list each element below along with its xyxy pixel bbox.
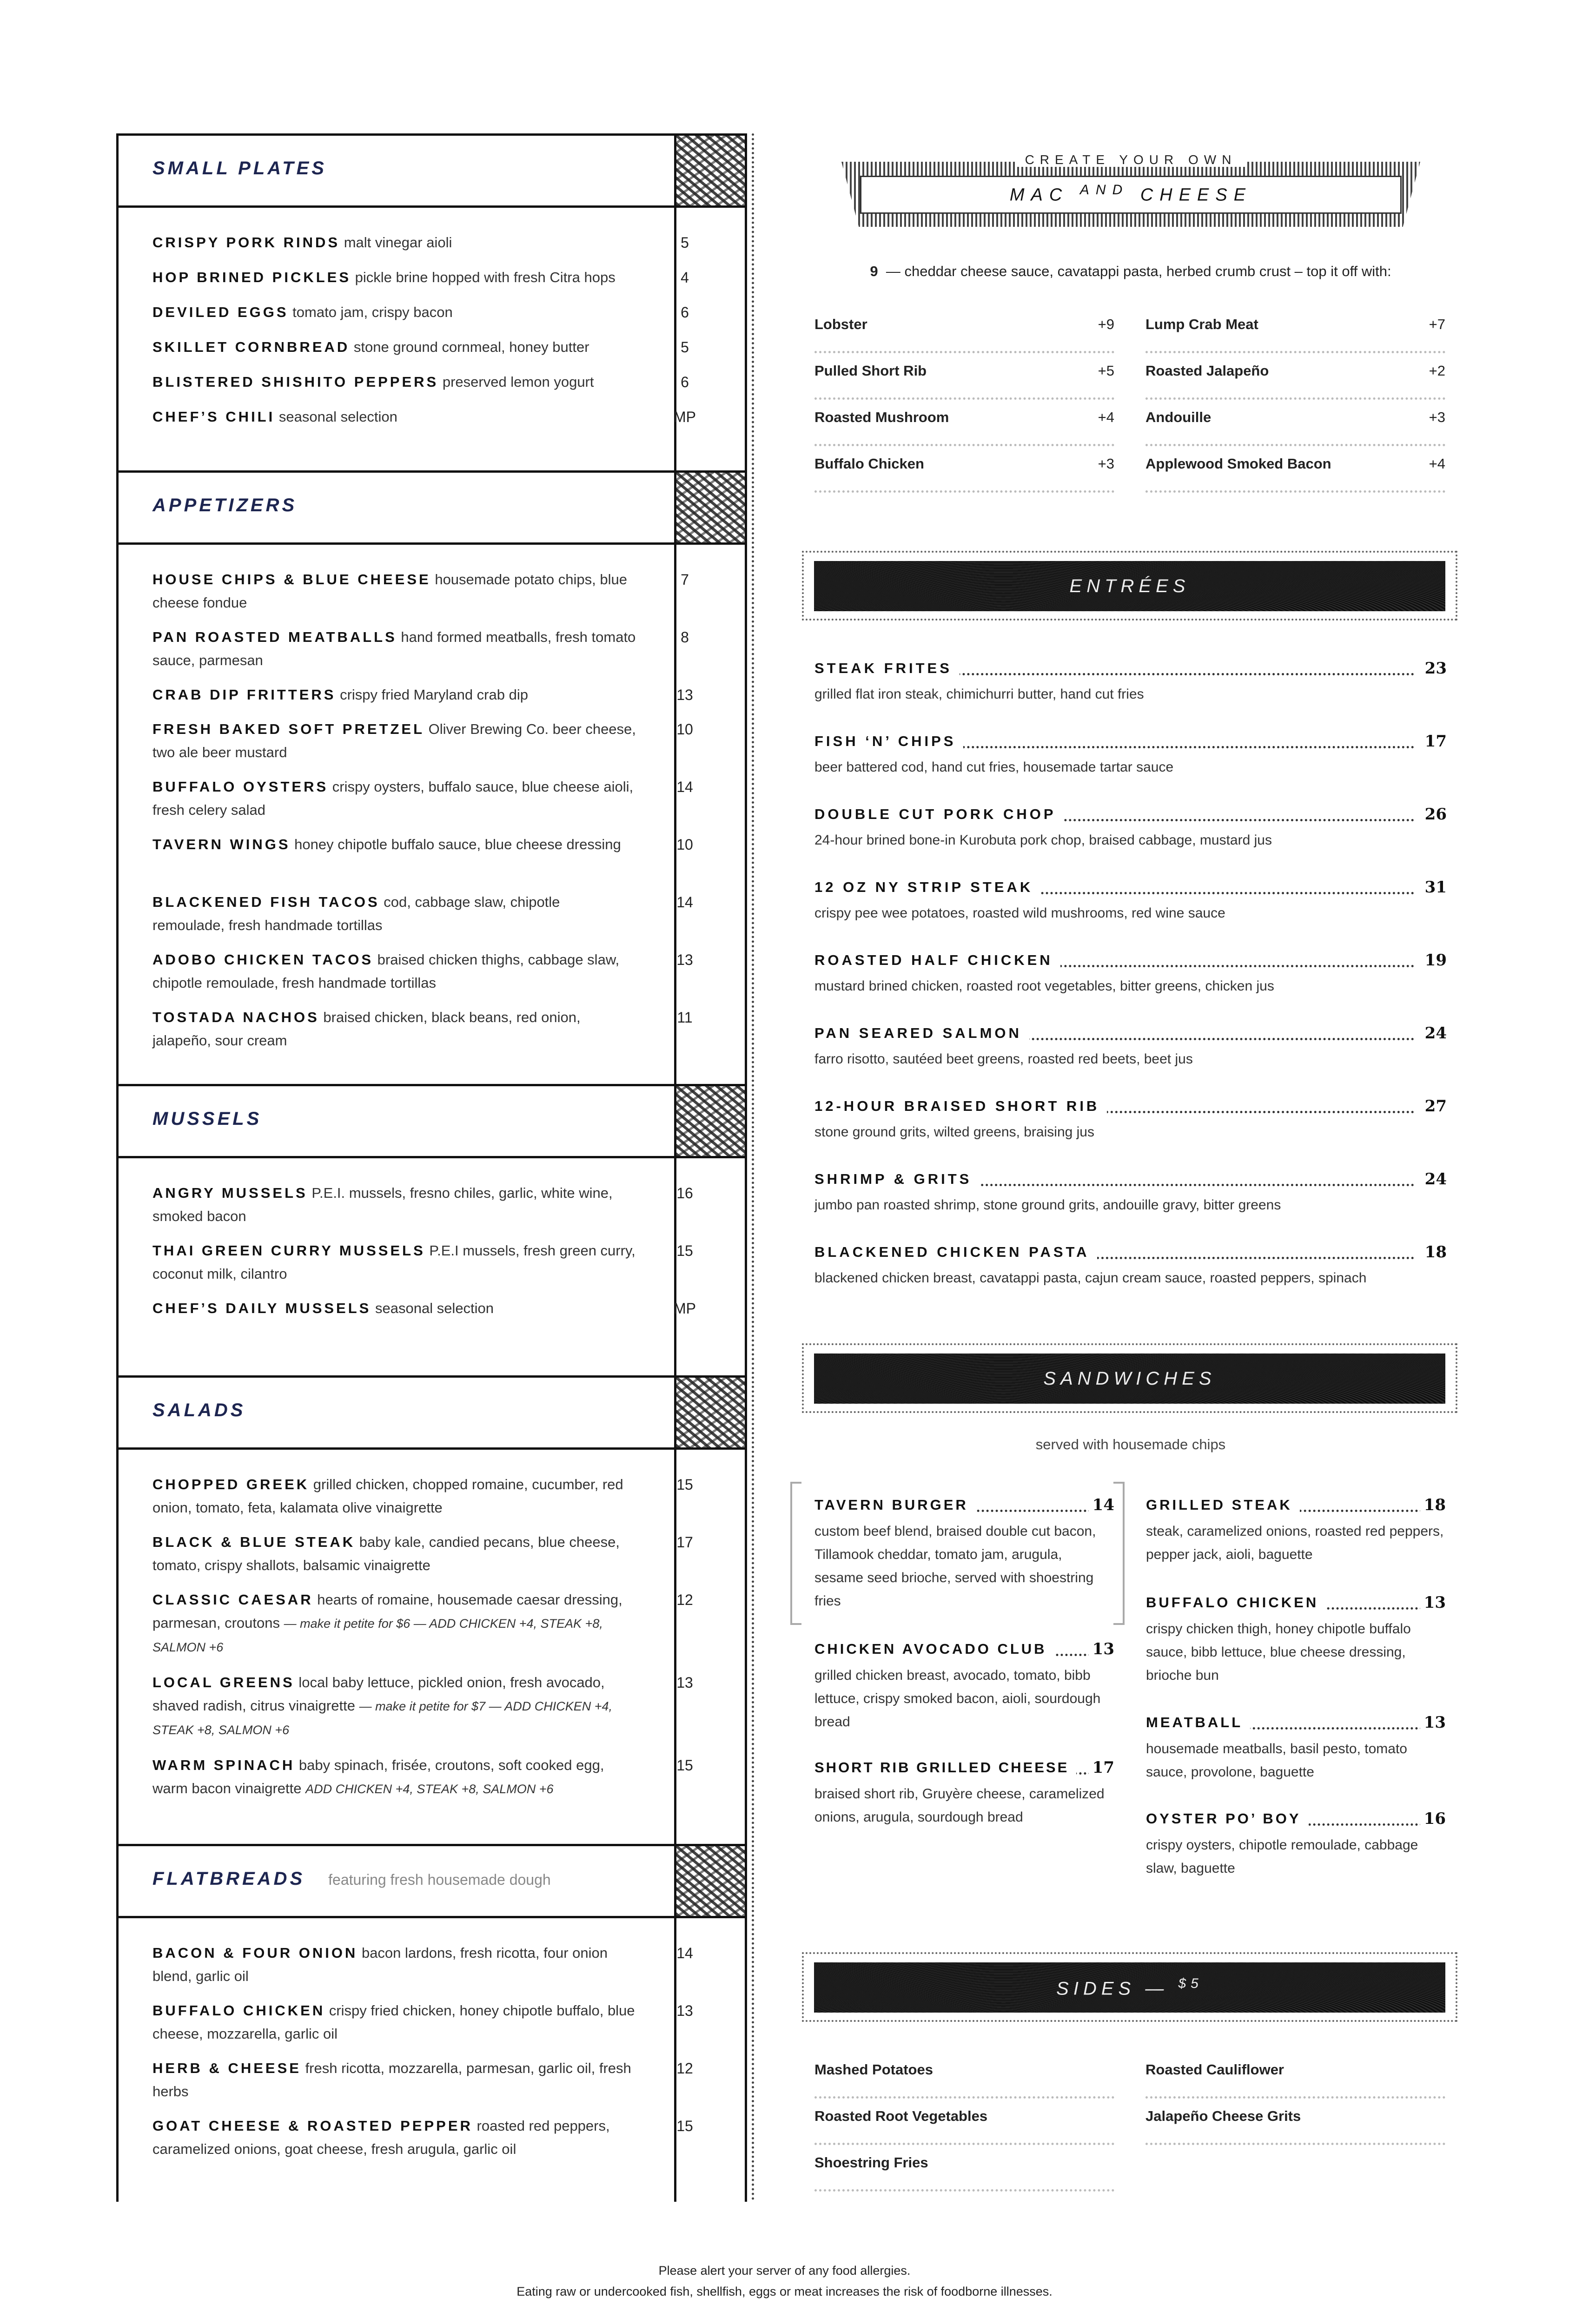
item-desc: pickle brine hopped with fresh Citra hops: [355, 269, 616, 285]
addon-name: Andouille: [1145, 409, 1212, 425]
decorative-bracket: [1113, 1482, 1125, 1625]
left-menu-column: [116, 133, 748, 2202]
menu-item: [152, 568, 738, 626]
item-desc: braised short rib, Gruyère cheese, caramelized onions, arugula, sourdough bread: [814, 1786, 1105, 1825]
item-desc: crispy pee wee potatoes, roasted wild mushrooms, red wine sauce: [814, 905, 1225, 921]
banner-title-a: MAC: [1009, 185, 1069, 205]
item-desc: beer battered cod, hand cut fries, housemade tartar sauce: [814, 759, 1174, 775]
sides-price: $5: [1178, 1975, 1203, 1991]
addon-price: +3: [1098, 456, 1114, 472]
sandwich-item: [1146, 1810, 1446, 1880]
addon-price: +4: [1429, 456, 1445, 472]
item-note: — make it petite for $6 — ADD CHICKEN +4, STEAK +8, SALMON +6: [152, 1617, 603, 1654]
item-price: 15: [676, 2118, 693, 2134]
addon-price: +3: [1429, 409, 1445, 425]
item-name: MEATBALL: [1146, 1714, 1250, 1731]
item-name: DEVILED EGGS: [152, 304, 289, 320]
item-price: 10: [676, 836, 693, 853]
banner-title-b: CHEESE: [1140, 185, 1252, 205]
item-price: 15: [676, 1757, 693, 1774]
section-title: ENTRÉES: [1069, 575, 1190, 596]
item-name: 12 OZ NY STRIP STEAK: [814, 879, 1040, 896]
item-name: GOAT CHEESE & ROASTED PEPPER: [152, 2118, 473, 2134]
entree-item: [814, 660, 1447, 706]
flatbreads-list: [152, 1941, 738, 2172]
item-name: HERB & CHEESE: [152, 2060, 301, 2076]
item-desc: blackened chicken breast, cavatappi pasta, cajun cream sauce, roasted peppers, spinach: [814, 1270, 1367, 1286]
menu-item: [152, 718, 738, 775]
item-desc: baby spinach, frisée, croutons, soft cooked egg, warm bacon vinaigrette: [152, 1757, 604, 1796]
botanical-texture-image: [676, 136, 745, 205]
entree-item: [814, 1244, 1447, 1289]
item-name: FRESH BAKED SOFT PRETZEL: [152, 721, 425, 737]
item-name: LOCAL GREENS: [152, 1674, 295, 1690]
item-desc: housemade potato chips, blue cheese fondue: [152, 571, 627, 611]
item-name: ANGRY MUSSELS: [152, 1185, 308, 1201]
food-safety-notice: Eating raw or undercooked fish, shellfish, eggs or meat increases the risk of foodborne illnesses.: [516, 2284, 1053, 2298]
menu-item: [152, 683, 738, 718]
item-desc: farro risotto, sautéed beet greens, roasted red beets, beet jus: [814, 1051, 1193, 1067]
dotted-divider: [752, 133, 754, 2202]
menu-item: [152, 1239, 738, 1297]
item-price: 5: [681, 339, 689, 356]
item-name: PAN ROASTED MEATBALLS: [152, 629, 397, 645]
item-price: 12: [676, 2060, 693, 2077]
section-header: [116, 1375, 747, 1450]
menu-item: [152, 405, 738, 440]
item-desc: local baby lettuce, pickled onion, fresh avocado, shaved radish, citrus vinaigrette: [152, 1674, 605, 1714]
item-name: FISH ‘N’ CHIPS: [814, 733, 963, 750]
sandwiches-banner: [802, 1343, 1457, 1413]
item-name: CRAB DIP FRITTERS: [152, 687, 336, 703]
side-name: Roasted Root Vegetables: [814, 2108, 988, 2124]
item-price: 24: [1421, 1024, 1447, 1043]
banner-title-and: AND: [1079, 182, 1129, 198]
item-name: BLACK & BLUE STEAK: [152, 1534, 356, 1550]
decorative-bracket: [790, 1482, 801, 1625]
item-price: 6: [681, 304, 689, 321]
item-price: 14: [676, 779, 693, 795]
sandwich-item: [1146, 1714, 1446, 1784]
item-desc: seasonal selection: [375, 1300, 494, 1316]
item-price: 5: [681, 234, 689, 251]
item-desc: baby kale, candied pecans, blue cheese, tomato, crispy shallots, balsamic vinaigrette: [152, 1534, 620, 1573]
section-title-text: FLATBREADS: [152, 1868, 305, 1889]
item-price: 16: [676, 1185, 693, 1202]
item-price: 15: [676, 1242, 693, 1259]
addon-price: +5: [1098, 363, 1114, 379]
item-price: 24: [1421, 1170, 1447, 1188]
item-price: MP: [674, 409, 696, 425]
item-desc: grilled chicken breast, avocado, tomato, bibb lettuce, crispy smoked bacon, aioli, sourdough bread: [814, 1668, 1101, 1730]
item-desc: honey chipotle buffalo sauce, blue cheese dressing: [294, 836, 621, 852]
section-header: [116, 1084, 747, 1158]
item-price: 31: [1421, 878, 1447, 897]
item-name: THAI GREEN CURRY MUSSELS: [152, 1242, 425, 1259]
item-desc: steak, caramelized onions, roasted red peppers, pepper jack, aioli, baguette: [1146, 1524, 1444, 1562]
item-desc: braised chicken, black beans, red onion, jalapeño, sour cream: [152, 1009, 581, 1049]
addon-item: [814, 446, 1114, 493]
item-price: 26: [1421, 805, 1447, 824]
menu-item: [152, 1297, 738, 1331]
allergy-notice: Please alert your server of any food allergies.: [658, 2264, 911, 2278]
addon-name: Roasted Mushroom: [814, 409, 949, 425]
item-desc: crispy chicken thigh, honey chipotle buffalo sauce, bibb lettuce, blue cheese dressing, brioche bun: [1146, 1621, 1411, 1683]
item-name: WARM SPINACH: [152, 1757, 295, 1773]
side-name: Jalapeño Cheese Grits: [1145, 2108, 1301, 2124]
item-price: 14: [676, 894, 693, 911]
section-title: SMALL PLATES: [152, 158, 327, 178]
addon-name: Lobster: [814, 316, 867, 332]
sandwich-item: [1146, 1497, 1446, 1566]
addon-price: +4: [1098, 409, 1114, 425]
item-name: CHOPPED GREEK: [152, 1476, 310, 1492]
botanical-texture-image: [676, 1086, 745, 1156]
item-price: 14: [676, 1945, 693, 1961]
menu-item: [152, 626, 738, 683]
banner-texture: [814, 1962, 1445, 2013]
item-desc: 24-hour brined bone-in Kurobuta pork chop, braised cabbage, mustard jus: [814, 832, 1272, 848]
item-desc: crispy fried Maryland crab dip: [340, 687, 528, 703]
mac-and-cheese-banner: [841, 153, 1420, 237]
section-header: [116, 133, 747, 208]
banner-title: [860, 182, 1402, 205]
side-item: [814, 2052, 1114, 2099]
side-name: Shoestring Fries: [814, 2154, 928, 2171]
appetizers-list: [152, 568, 738, 1063]
side-item: [1145, 2052, 1445, 2099]
entree-item: [814, 1098, 1447, 1143]
item-name: TAVERN WINGS: [152, 836, 291, 852]
item-price: 13: [676, 2002, 693, 2019]
botanical-texture-image: [676, 473, 745, 542]
banner-texture: [814, 1353, 1445, 1404]
item-price: 11: [677, 1009, 693, 1026]
botanical-texture-image: [676, 1846, 745, 1916]
botanical-texture-image: [676, 1378, 745, 1447]
section-subtitle: served with housemade chips: [1035, 1436, 1226, 1452]
item-note: ADD CHICKEN +4, STEAK +8, SALMON +6: [305, 1782, 554, 1796]
item-desc: bacon lardons, fresh ricotta, four onion blend, garlic oil: [152, 1945, 608, 1984]
item-price: 18: [1421, 1243, 1447, 1261]
item-desc: stone ground cornmeal, honey butter: [353, 339, 589, 355]
menu-item: [152, 231, 738, 266]
item-desc: crispy oysters, chipotle remoulade, cabbage slaw, baguette: [1146, 1837, 1418, 1876]
menu-item: [152, 336, 738, 370]
item-price: 19: [1421, 951, 1447, 970]
item-price: 17: [1089, 1758, 1114, 1777]
item-desc: hearts of romaine, housemade caesar dressing, parmesan, croutons: [152, 1591, 622, 1631]
item-price: 23: [1421, 659, 1447, 678]
section-header: [116, 1844, 747, 1918]
menu-item: [152, 1473, 738, 1531]
banner-kicker: [841, 152, 1420, 167]
menu-item: [152, 891, 738, 948]
small-plates-list: [152, 231, 738, 440]
menu-item: [152, 2114, 738, 2172]
menu-item: [152, 301, 738, 336]
item-price: 13: [676, 1674, 693, 1691]
item-name: TAVERN BURGER: [814, 1497, 976, 1513]
item-price: 27: [1421, 1097, 1447, 1116]
item-desc: grilled flat iron steak, chimichurri butter, hand cut fries: [814, 687, 1144, 702]
mac-description: [814, 263, 1447, 280]
item-name: TOSTADA NACHOS: [152, 1009, 319, 1025]
item-price: 7: [681, 571, 689, 588]
sandwich-item: [814, 1497, 1114, 1613]
entree-item: [814, 952, 1447, 997]
menu-item: [152, 1006, 738, 1063]
menu-item: [152, 1754, 738, 1811]
section-title: MUSSELS: [152, 1109, 262, 1129]
item-name: HOP BRINED PICKLES: [152, 269, 351, 285]
item-price: 13: [676, 687, 693, 703]
sandwich-item: [1146, 1594, 1446, 1687]
mac-desc-text: — cheddar cheese sauce, cavatappi pasta, herbed crumb crust – top it off with:: [886, 263, 1391, 279]
item-price: 6: [681, 374, 689, 390]
item-price: 10: [676, 721, 693, 738]
entree-item: [814, 1025, 1447, 1070]
item-desc: housemade meatballs, basil pesto, tomato sauce, provolone, baguette: [1146, 1741, 1407, 1780]
item-price: 13: [1420, 1713, 1446, 1732]
item-name: 12-HOUR BRAISED SHORT RIB: [814, 1098, 1107, 1115]
item-name: CLASSIC CAESAR: [152, 1591, 313, 1608]
item-desc: P.E.I mussels, fresh green curry, coconut milk, cilantro: [152, 1242, 636, 1282]
item-name: BUFFALO OYSTERS: [152, 779, 329, 795]
addon-name: Applewood Smoked Bacon: [1145, 456, 1331, 472]
section-title: APPETIZERS: [152, 495, 298, 515]
side-item: [814, 2145, 1114, 2192]
item-name: SKILLET CORNBREAD: [152, 339, 350, 355]
menu-item: [152, 1999, 738, 2057]
item-price: 12: [676, 1591, 693, 1608]
entree-item: [814, 806, 1447, 852]
item-name: BACON & FOUR ONION: [152, 1945, 358, 1961]
menu-item: [152, 1531, 738, 1588]
addon-name: Pulled Short Rib: [814, 363, 927, 379]
entree-item: [814, 1171, 1447, 1216]
menu-item: [152, 2057, 738, 2114]
item-name: ADOBO CHICKEN TACOS: [152, 951, 374, 968]
item-name: CHEF’S CHILI: [152, 409, 275, 425]
item-desc: preserved lemon yogurt: [442, 374, 594, 390]
item-name: BUFFALO CHICKEN: [1146, 1594, 1326, 1611]
item-price: 18: [1420, 1496, 1446, 1514]
item-desc: stone ground grits, wilted greens, braising jus: [814, 1124, 1094, 1140]
item-name: BLISTERED SHISHITO PEPPERS: [152, 374, 439, 390]
banner-texture: [814, 561, 1445, 611]
menu-item: [152, 370, 738, 405]
item-name: OYSTER PO’ BOY: [1146, 1810, 1309, 1827]
item-name: BUFFALO CHICKEN: [152, 2002, 325, 2019]
item-desc: custom beef blend, braised double cut bacon, Tillamook cheddar, tomato jam, arugula, sesame seed brioche, served with shoestring fries: [814, 1524, 1096, 1609]
entree-item: [814, 879, 1447, 924]
menu-item: [152, 1588, 738, 1671]
item-desc: grilled chicken, chopped romaine, cucumber, red onion, tomato, feta, kalamata olive vinaigrette: [152, 1476, 623, 1516]
menu-item: [152, 775, 738, 833]
item-desc: cod, cabbage slaw, chipotle remoulade, fresh handmade tortillas: [152, 894, 560, 933]
menu-item: [152, 266, 738, 301]
menu-item: [152, 1941, 738, 1999]
item-name: SHRIMP & GRITS: [814, 1171, 979, 1188]
item-name: BLACKENED FISH TACOS: [152, 894, 380, 910]
item-price: 17: [676, 1534, 693, 1551]
menu-item: [152, 1182, 738, 1239]
banner-kicker-text: CREATE YOUR OWN: [1016, 152, 1246, 167]
addon-name: Lump Crab Meat: [1145, 316, 1258, 332]
addon-price: +2: [1429, 363, 1445, 379]
item-desc: Oliver Brewing Co. beer cheese, two ale beer mustard: [152, 721, 636, 760]
item-name: GRILLED STEAK: [1146, 1497, 1300, 1513]
item-desc: fresh ricotta, mozzarella, parmesan, garlic oil, fresh herbs: [152, 2060, 631, 2100]
side-name: Mashed Potatoes: [814, 2061, 933, 2078]
item-price: 4: [681, 269, 689, 286]
addon-price: +7: [1429, 316, 1445, 332]
salads-list: [152, 1473, 738, 1811]
item-price: 14: [1089, 1496, 1114, 1514]
item-price: 13: [1089, 1640, 1114, 1658]
mac-price: 9: [870, 263, 878, 279]
item-desc: tomato jam, crispy bacon: [292, 304, 453, 320]
item-desc: jumbo pan roasted shrimp, stone ground grits, andouille gravy, bitter greens: [814, 1197, 1281, 1213]
addon-item: [814, 307, 1114, 353]
item-name: CRISPY PORK RINDS: [152, 234, 340, 251]
item-desc: crispy oysters, buffalo sauce, blue cheese aioli, fresh celery salad: [152, 779, 634, 818]
item-desc: braised chicken thighs, cabbage slaw, chipotle remoulade, fresh handmade tortillas: [152, 951, 620, 991]
item-name: HOUSE CHIPS & BLUE CHEESE: [152, 571, 431, 588]
entree-item: [814, 733, 1447, 779]
menu-item: [152, 833, 738, 891]
item-name: STEAK FRITES: [814, 660, 960, 677]
item-desc: mustard brined chicken, roasted root vegetables, bitter greens, chicken jus: [814, 978, 1274, 994]
item-name: CHEF’S DAILY MUSSELS: [152, 1300, 371, 1316]
item-price: 15: [676, 1476, 693, 1493]
item-price: 13: [676, 951, 693, 968]
sandwich-item: [814, 1641, 1114, 1734]
item-price: 17: [1421, 732, 1447, 751]
addon-item: [1145, 307, 1445, 353]
addon-price: +9: [1098, 316, 1114, 332]
menu-item: [152, 948, 738, 1006]
sides-banner: [802, 1952, 1457, 2022]
item-note: — make it petite for $7 — ADD CHICKEN +4, STEAK +8, SALMON +6: [152, 1699, 612, 1737]
section-title: SALADS: [152, 1400, 246, 1420]
item-desc: hand formed meatballs, fresh tomato sauce, parmesan: [152, 629, 636, 668]
item-price: 13: [1420, 1593, 1446, 1612]
addon-item: [814, 353, 1114, 400]
mussels-list: [152, 1182, 738, 1331]
item-name: ROASTED HALF CHICKEN: [814, 952, 1060, 969]
menu-item: [152, 1671, 738, 1754]
addon-item: [1145, 353, 1445, 400]
item-desc: crispy fried chicken, honey chipotle buffalo, blue cheese, mozzarella, garlic oil: [152, 2002, 635, 2042]
item-desc: roasted red peppers, caramelized onions, goat cheese, fresh arugula, garlic oil: [152, 2118, 610, 2157]
section-header: [116, 470, 747, 545]
section-title: SANDWICHES: [1043, 1368, 1216, 1389]
item-price: 16: [1420, 1809, 1446, 1828]
addon-item: [1145, 446, 1445, 493]
item-name: SHORT RIB GRILLED CHEESE: [814, 1759, 1076, 1776]
section-title: [1056, 1976, 1203, 1999]
section-title: [152, 1868, 551, 1889]
addon-item: [814, 400, 1114, 446]
sandwich-item: [814, 1759, 1114, 1829]
entrees-banner: [802, 551, 1457, 621]
addon-name: Roasted Jalapeño: [1145, 363, 1269, 379]
item-name: BLACKENED CHICKEN PASTA: [814, 1244, 1097, 1261]
addon-name: Buffalo Chicken: [814, 456, 924, 472]
item-price: 8: [681, 629, 689, 646]
side-item: [814, 2099, 1114, 2145]
addon-item: [1145, 400, 1445, 446]
side-item: [1145, 2099, 1445, 2145]
item-desc: seasonal selection: [278, 409, 397, 425]
section-subtitle: featuring fresh housemade dough: [328, 1871, 551, 1888]
item-price: MP: [674, 1300, 696, 1317]
side-name: Roasted Cauliflower: [1145, 2061, 1284, 2078]
sides-title-text: SIDES —: [1056, 1978, 1169, 1999]
item-name: PAN SEARED SALMON: [814, 1025, 1029, 1042]
item-desc: P.E.I. mussels, fresno chiles, garlic, white wine, smoked bacon: [152, 1185, 613, 1224]
item-name: CHICKEN AVOCADO CLUB: [814, 1641, 1054, 1657]
item-name: DOUBLE CUT PORK CHOP: [814, 806, 1064, 823]
item-desc: malt vinegar aioli: [344, 234, 452, 251]
